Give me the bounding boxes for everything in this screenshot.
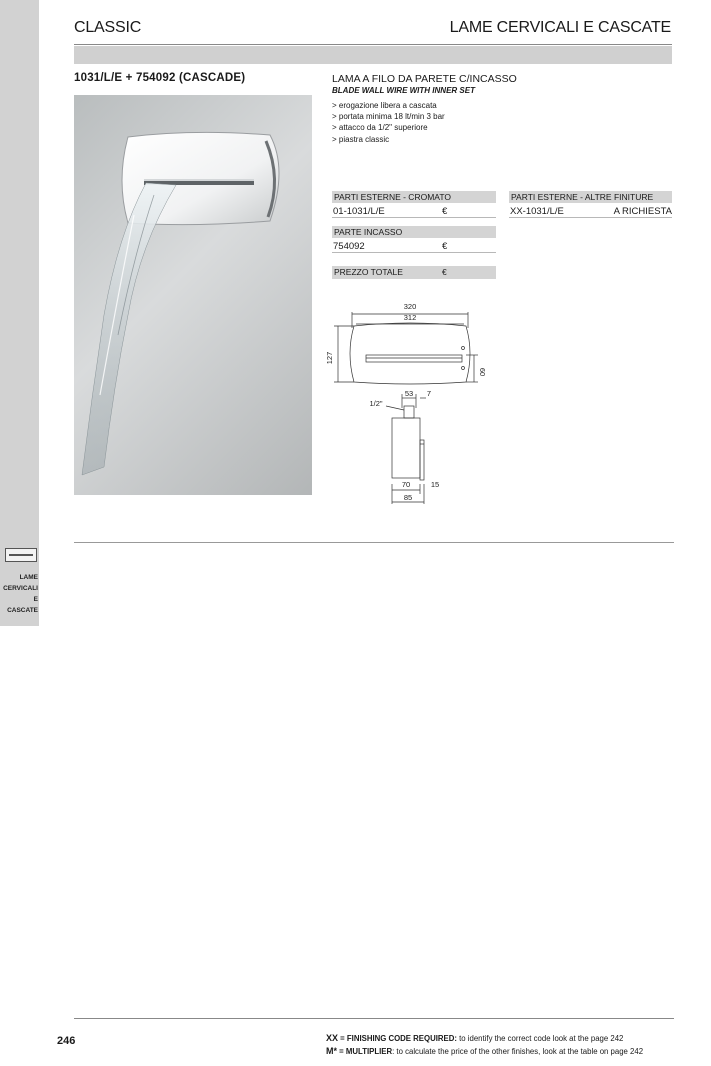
multiplier-note: M* = MULTIPLIER: to calculate the price of the other finishes, look at the table on page 242 [326, 1046, 644, 1056]
product-photo [74, 95, 312, 495]
footer-divider [74, 1018, 674, 1019]
price-value: A RICHIESTA [613, 206, 672, 217]
price-row-chrome [332, 205, 496, 218]
total-value: € [442, 267, 447, 277]
sidebar-category-label: LAME CERVICALI E CASCATE [3, 574, 38, 614]
price-header-chrome: PARTI ESTERNE - CROMATO [332, 191, 496, 203]
section-divider [74, 542, 674, 543]
price-header-other-finishes: PARTI ESTERNE - ALTRE FINITURE [509, 191, 672, 203]
category-title: LAME CERVICALI E CASCATE [449, 19, 671, 36]
feature-item: > attacco da 1/2" superiore [332, 123, 428, 133]
plate-outline [350, 323, 470, 384]
product-code-title: 1031/L/E + 754092 (CASCADE) [74, 72, 246, 84]
price-row-inner [332, 240, 496, 253]
total-label: PREZZO TOTALE [334, 267, 403, 277]
price-value: € [442, 241, 448, 252]
product-illustration [74, 95, 312, 495]
dim-85: 85 [403, 493, 413, 502]
article-code: XX-1031/L/E [510, 206, 564, 217]
product-name-english: BLADE WALL WIRE WITH INNER SET [332, 86, 475, 95]
price-total-row [332, 266, 496, 279]
footer-notes [326, 1032, 643, 1058]
inner-box-outline [392, 418, 420, 478]
page-number: 246 [57, 1035, 76, 1047]
dim-half-inch: 1/2" [369, 399, 383, 408]
feature-list [332, 100, 445, 145]
feature-item: > piastra classic [332, 134, 390, 144]
article-code: 754092 [333, 241, 365, 252]
feature-item: > erogazione libera a cascata [332, 101, 437, 110]
header-band [74, 46, 672, 64]
dim-53: 53 [404, 389, 414, 398]
dim-312: 312 [403, 313, 417, 322]
shower-blade-icon [5, 548, 37, 562]
dim-60: 60 [478, 367, 487, 377]
dim-70: 70 [401, 480, 411, 489]
technical-drawing [326, 298, 486, 513]
price-value: € [442, 206, 448, 217]
blade-outline [366, 355, 462, 362]
article-code: 01-1031/L/E [333, 206, 385, 217]
finishing-code-note: XX = FINISHING CODE REQUIRED: to identify the correct code look at the page 242 [326, 1033, 624, 1043]
product-name: LAMA A FILO DA PARETE C/INCASSO [332, 73, 517, 85]
section-title: CLASSIC [74, 19, 142, 36]
header-divider [74, 44, 672, 45]
dim-7: 7 [426, 389, 432, 398]
sidebar-strip [0, 0, 39, 626]
feature-item: > portata minima 18 lt/min 3 bar [332, 112, 445, 122]
price-header-inner: PARTE INCASSO [332, 226, 496, 238]
dim-320: 320 [403, 302, 417, 311]
dim-127: 127 [325, 351, 334, 365]
price-row-other-finishes [509, 205, 672, 218]
dim-15: 15 [430, 480, 440, 489]
